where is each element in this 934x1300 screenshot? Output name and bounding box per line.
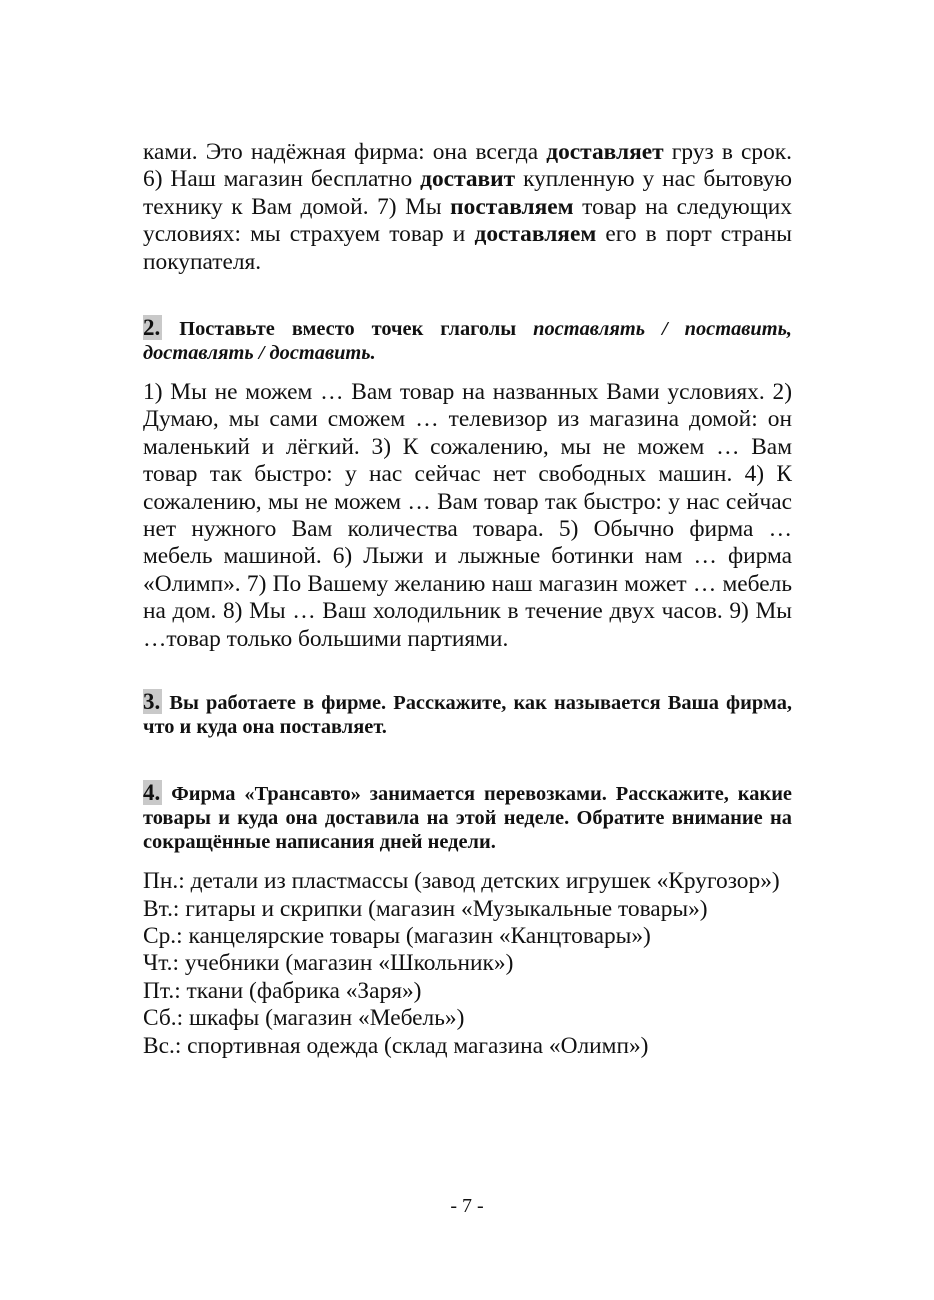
intro-seg-bold: доставляем xyxy=(474,221,597,248)
task-3-number: 3. xyxy=(143,689,161,715)
intro-seg-bold: доставит xyxy=(420,166,516,193)
intro-seg: товар на следующих условиях: мы страхуем товар и xyxy=(143,193,792,248)
intro-paragraph xyxy=(143,139,792,276)
day-item-mon: Пн.: детали из пластмассы (завод детских игрушек «Кругозор») xyxy=(143,868,780,895)
task-2-title-verbs: поставлять / поставить, доставлять / доставить. xyxy=(143,318,792,365)
task-3-title xyxy=(143,690,792,739)
task-4-number: 4. xyxy=(143,780,161,806)
day-item-sun: Вс.: спортивная одежда (склад магазина «Олимп») xyxy=(143,1032,649,1059)
intro-seg-bold: доставляет xyxy=(546,139,664,165)
task-2-body: 1) Мы не можем … Вам товар на названных Вами условиях. 2) Думаю, мы сами сможем … телевизор из магазина домой: он маленький и лёгкий. 3) К сожалению, мы не можем … Вам товар так быстро: у нас сейчас нет свободных машин. 4) К сожалению, мы не можем … Вам товар так быстро: у нас сейчас нет нужного Вам количества товара. 5) Обычно фирма … мебель машиной. 6) Лыжи и лыжные ботинки нам … фирма «Олимп». 7) По Вашему желанию наш магазин может … мебель на дом. 8) Мы … Ваш холодильник в течение двух часов. 9) Мы …товар только большими партиями. xyxy=(143,379,792,652)
page-number: - 7 - xyxy=(450,1195,484,1217)
intro-seg: купленную у нас бытовую технику к Вам домой. 7) Мы xyxy=(143,166,792,220)
intro-seg: ками. Это надёжная фирма: она всегда xyxy=(143,139,547,165)
task-2-number: 2. xyxy=(143,315,161,341)
task-2-title xyxy=(143,316,792,365)
day-item-wed: Ср.: канцелярские товары (магазин «Канцтовары») xyxy=(143,922,651,949)
task-3-title-text: Вы работаете в фирме. Расскажите, как называется Ваша фирма, что и куда она поставляет. xyxy=(143,692,792,739)
day-item-sat: Сб.: шкафы (магазин «Мебель») xyxy=(143,1005,465,1032)
task-4-title-text: Фирма «Трансавто» занимается перевозками. Расскажите, какие товары и куда она доставила на этой неделе. Обратите внимание на сокращённые написания дней недели. xyxy=(143,783,792,854)
day-item-fri: Пт.: ткани (фабрика «Заря») xyxy=(143,977,422,1004)
task-4-title xyxy=(143,781,792,854)
intro-seg: груз в срок. 6) Наш магазин бесплатно xyxy=(143,139,792,193)
intro-seg: его в порт страны покупателя. xyxy=(143,221,793,275)
intro-seg-bold: поставляем xyxy=(450,193,574,220)
day-item-tue: Вт.: гитары и скрипки (магазин «Музыкальные товары») xyxy=(143,895,708,922)
task-4-day-list xyxy=(143,868,792,1060)
task-2-title-text: Поставьте вместо точек глаголы xyxy=(162,318,534,341)
day-item-thu: Чт.: учебники (магазин «Школьник») xyxy=(143,950,514,977)
page-content xyxy=(143,139,792,1060)
